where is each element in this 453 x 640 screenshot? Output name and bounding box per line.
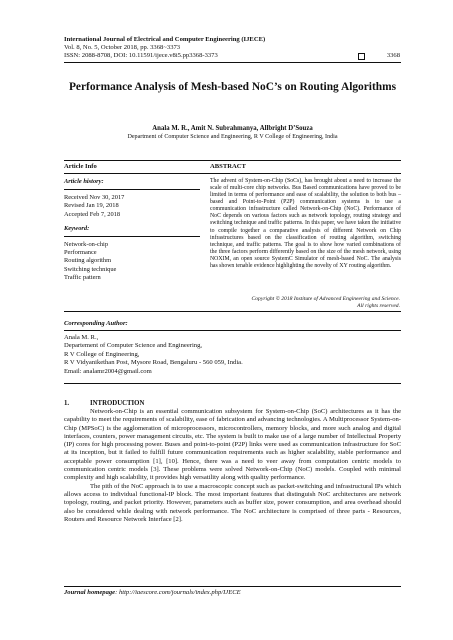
keyword-label: Keyword:	[64, 224, 90, 232]
page-number: 3368	[386, 52, 400, 59]
author-college: R V College of Engineering,	[64, 350, 140, 358]
copyright-line: Copyright © 2018 Institute of Advanced Engineering and Science.	[251, 296, 400, 302]
paper-authors: Anala M. R., Amit N. Subrahmanya, Allbright D’Souza	[152, 125, 313, 132]
history-rule	[64, 189, 200, 190]
corresponding-author-details	[64, 334, 401, 376]
keyword-item: Network-on-chip	[64, 241, 109, 249]
abstract-heading: ABSTRACT	[210, 163, 246, 170]
copyright-notice	[210, 296, 400, 310]
info-box-header-rule	[64, 173, 401, 174]
paper-title: Performance Analysis of Mesh-based NoC’s on Routing Algorithms	[68, 81, 397, 93]
journal-homepage-footer	[64, 589, 241, 596]
paper-affiliation: Department of Computer Science and Engineering, R V College of Engineering, India	[127, 134, 338, 140]
history-received: Received Nov 30, 2017	[64, 194, 125, 202]
author-address: R V Vidyanikethan Post, Mysore Road, Bengaluru - 560 059, India.	[64, 359, 243, 367]
author-name: Anala M. R.,	[64, 334, 99, 341]
journal-name: International Journal of Electrical and Computer Engineering (IJECE)	[64, 36, 266, 43]
square-icon	[358, 53, 365, 60]
journal-volume: Vol. 8, No. 5, October 2018, pp. 3368~3373	[64, 44, 181, 51]
section-title: INTRODUCTION	[90, 400, 145, 407]
footer-url[interactable]: : http://iaescore.com/journals/index.php/IJECE	[115, 589, 241, 596]
corresponding-author-heading: Corresponding Author:	[64, 320, 128, 327]
journal-issn-doi: ISSN: 2088-8708, DOI: 10.11591/ijece.v8i5.pp3368-3373	[64, 52, 218, 59]
article-info-column	[64, 178, 200, 282]
rights-line: All rights reserved.	[357, 303, 400, 309]
keyword-item: Routing algorithm	[64, 257, 112, 265]
intro-paragraph: Network-on-Chip is an essential communication subsystem for System-on-Chip (SoC) architectures as it has the capability to meet the requirements of scalability, ease of fabrication and advancing technologies. A Multiprocessor System-on-Chip (MPSoC) is the agglomeration of microprocessors, microcontrollers, memory blocks, and more such analog and digital interfaces, counters, power management circuits, etc. The system is built to make use of a large number of Intellectual Property (IP) cores for high processing power. Buses and point-to-point (P2P) links were used as communication infrastructure for SoC at its inception, but it failed to fulfill future communication requirements such as higher scalability, stable performance and acceptable power consumption [1], [10]. Hence, there was a need to veer away from computation centric models to communication centric models [3]. These problems were solved Network-on-Chip (NoC) models. Coupled with minimal complexity and high scalability, it provides high versatility along with quality performance.	[64, 408, 401, 482]
info-box-top-rule	[64, 160, 401, 161]
history-revised: Revised Jan 19, 2018	[64, 202, 119, 210]
keyword-item: Switching technique	[64, 265, 117, 273]
author-email[interactable]: Email: analamr2004@gmail.com	[64, 367, 152, 375]
history-label: Article history:	[64, 178, 104, 185]
keyword-rule	[64, 236, 200, 237]
section-number: 1.	[64, 400, 70, 407]
intro-paragraph: The pith of the NoC approach is to use a macroscopic concept such as packet-switching and infrastructural IPs which allows access to individual functional-IP block. The most important features that distinguish NoC architectures are network topology, routing, and packet priority. However, parameters such as buffer size, power consumption, and area overhead should also be considered while dealing with network performance. The NoC architecture is comprised of three parts - Resources, Routers and Resource Network Interface [2].	[64, 482, 401, 523]
keyword-item: Performance	[64, 249, 97, 257]
footer-rule	[64, 586, 401, 587]
corresponding-rule	[64, 330, 401, 331]
author-department: Departement of Computer Science and Engineering,	[64, 342, 203, 350]
corresponding-bottom-rule	[64, 383, 401, 384]
header-rule	[64, 62, 401, 63]
footer-label: Journal homepage	[64, 589, 116, 596]
introduction-body	[64, 408, 401, 524]
section-heading-introduction	[64, 400, 144, 407]
info-box-bottom-rule	[64, 311, 401, 312]
keyword-item: Traffic pattern	[64, 273, 101, 281]
abstract-text: The advent of System-on-Chip (SoCs), has brought about a need to increase the scale of multi-core chip networks. Bus Based communications have proved to be limited in terms of performance and ease of scalability, the solution to both bus – based and Point-to-Point (P2P) communication systems is to use a communication infrastructure called Network-on-Chip (NoC). Performance of NoC depends on various factors such as network topology, routing strategy and switching technique and traffic patterns. In this paper, we have taken the initiative to compile together a comparative analysis of different Network on Chip infrastructures based on the classification of routing algorithm, switching technique, and traffic patterns. The goal is to show how varied combinations of the three factors perform differently based on the size of the mesh network, using NOXIM, an open source SystemC Simulator of mesh-based NoC. The analysis has shown tenable evidence highlighting the novelty of XY routing algorithm.	[210, 178, 401, 269]
article-info-heading: Article Info	[64, 163, 97, 170]
history-accepted: Accepted Feb 7, 2018	[64, 210, 121, 218]
